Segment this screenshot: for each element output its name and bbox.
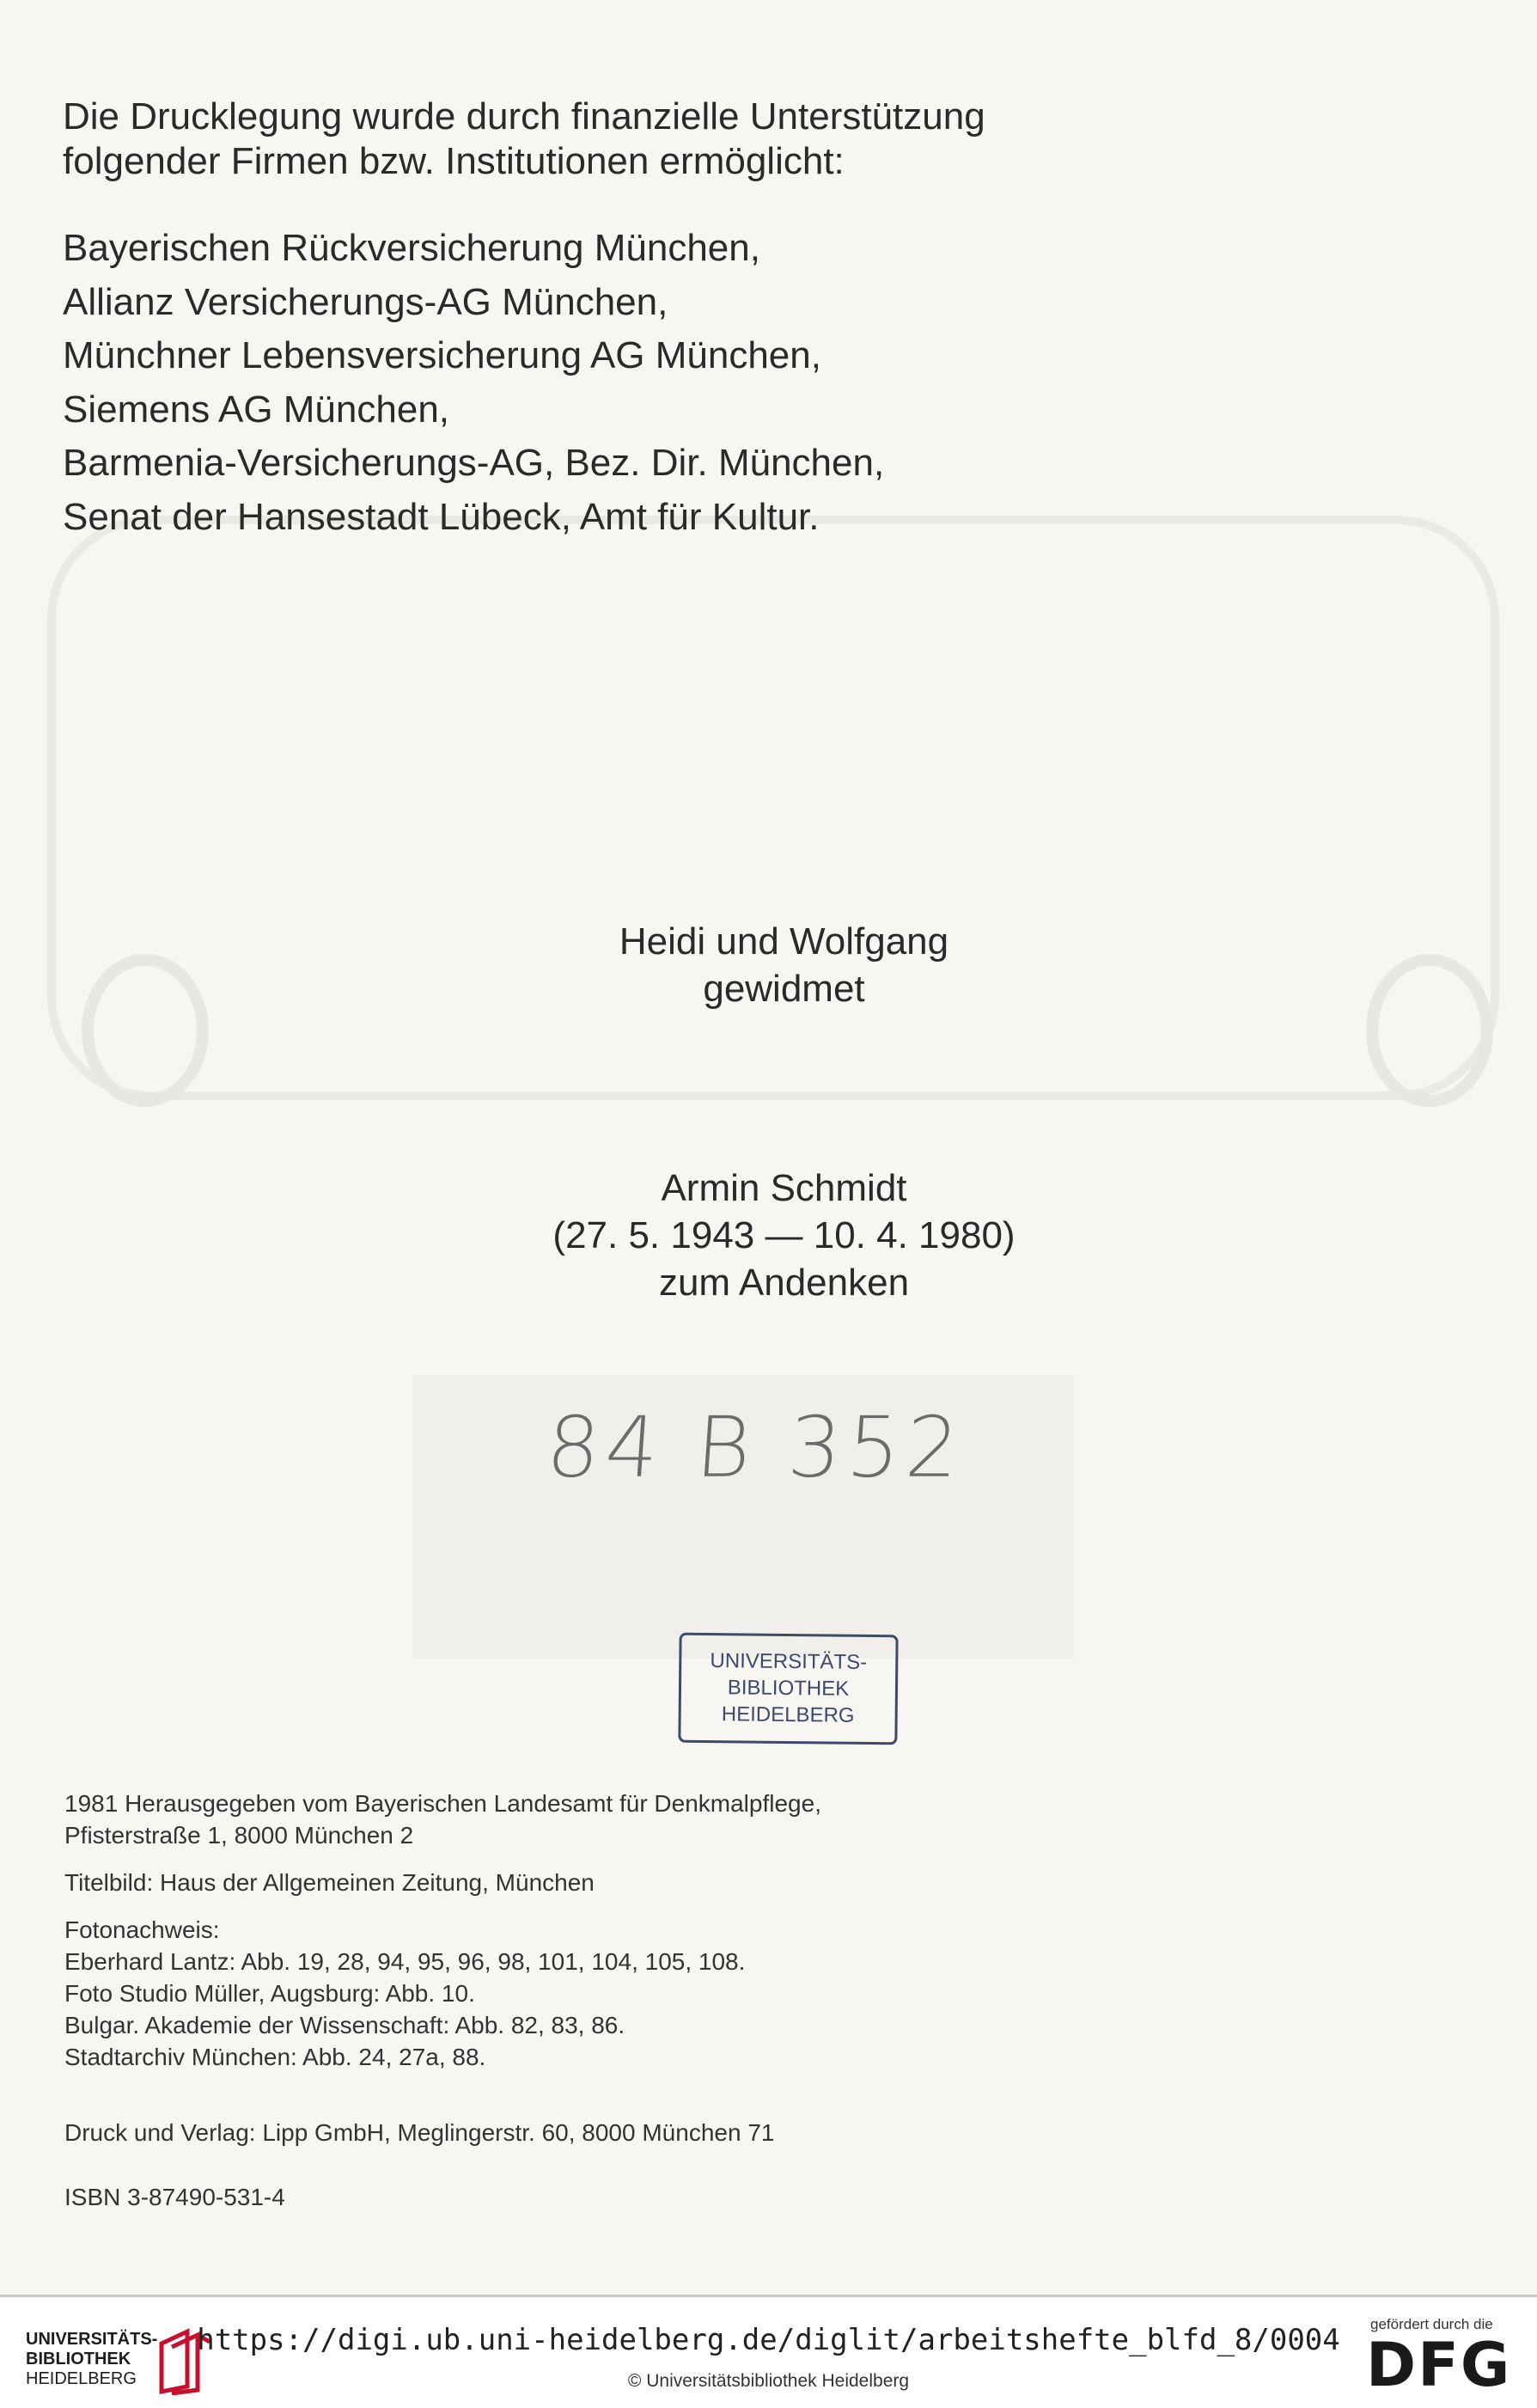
logo-line: UNIVERSITÄTS- [26, 2330, 158, 2349]
dedication-line: zum Andenken [658, 1262, 910, 1304]
dedication-first [0, 918, 1537, 1012]
dedication-line: Heidi und Wolfgang [619, 920, 949, 963]
imprint-isbn [64, 2181, 285, 2213]
sponsor-list [63, 222, 884, 544]
imprint-line: Foto Studio Müller, Augsburg: Abb. 10. [64, 1980, 475, 2007]
stamp-line: BIBLIOTHEK [727, 1676, 850, 1701]
show-through-frame [47, 516, 1499, 1100]
library-stamp [678, 1633, 898, 1745]
handwritten-shelfmark: 84 B 352 [543, 1399, 968, 1497]
funding-note: gefördert durch die [1370, 2316, 1493, 2332]
sponsor-item: Münchner Lebensversicherung AG München, [63, 334, 821, 376]
permalink-url[interactable]: https://digi.ub.uni-heidelberg.de/diglit/arbeitshefte_blfd_8/0004 [197, 2323, 1340, 2357]
imprint-line: Fotonachweis: [64, 1916, 220, 1943]
logo-line: HEIDELBERG [26, 2369, 137, 2388]
sponsor-item: Bayerischen Rückversicherung München, [63, 227, 760, 269]
stamp-line: UNIVERSITÄTS- [710, 1649, 868, 1674]
sponsor-intro-line: folgender Firmen bzw. Institutionen ermöglicht: [63, 140, 845, 182]
imprint-line: Bulgar. Akademie der Wissenschaft: Abb. 82, 83, 86. [64, 2012, 625, 2038]
imprint-line: 1981 Herausgegeben vom Bayerischen Landesamt für Denkmalpflege, [64, 1790, 821, 1817]
dedication-line: Armin Schmidt [661, 1167, 907, 1209]
stamp-line: HEIDELBERG [721, 1702, 855, 1727]
dfg-logo[interactable]: DFG [1366, 2330, 1512, 2400]
isbn: ISBN 3-87490-531-4 [64, 2184, 285, 2210]
sponsor-intro [63, 95, 985, 184]
sponsor-item: Siemens AG München, [63, 388, 450, 431]
dedication-line: (27. 5. 1943 — 10. 4. 1980) [552, 1214, 1016, 1256]
imprint-line: Druck und Verlag: Lipp GmbH, Meglingerstr. 60, 8000 München 71 [64, 2119, 775, 2146]
sponsor-intro-line: Die Drucklegung wurde durch finanzielle Unterstützung [63, 95, 985, 138]
imprint-line: Pfisterstraße 1, 8000 München 2 [64, 1822, 414, 1849]
viewer-footer [0, 2295, 1537, 2408]
dedication-memorial [0, 1164, 1537, 1306]
imprint-photo-credits [64, 1914, 745, 2073]
copyright-notice: © Universitätsbibliothek Heidelberg [627, 2371, 910, 2391]
imprint-line: Eberhard Lantz: Abb. 19, 28, 94, 95, 96, 98, 101, 104, 105, 108. [64, 1948, 746, 1975]
sponsor-item: Allianz Versicherungs-AG München, [63, 280, 668, 323]
sponsor-item: Senat der Hansestadt Lübeck, Amt für Kultur. [63, 495, 820, 538]
imprint-printer [64, 2117, 774, 2148]
dedication-line: gewidmet [703, 968, 865, 1010]
imprint-cover-credit [64, 1867, 595, 1898]
sponsor-item: Barmenia-Versicherungs-AG, Bez. Dir. München, [63, 442, 885, 484]
imprint-publisher [64, 1788, 821, 1851]
imprint-line: Titelbild: Haus der Allgemeinen Zeitung, München [64, 1869, 595, 1896]
imprint-line: Stadtarchiv München: Abb. 24, 27a, 88. [64, 2044, 486, 2070]
logo-line: BIBLIOTHEK [26, 2350, 131, 2368]
